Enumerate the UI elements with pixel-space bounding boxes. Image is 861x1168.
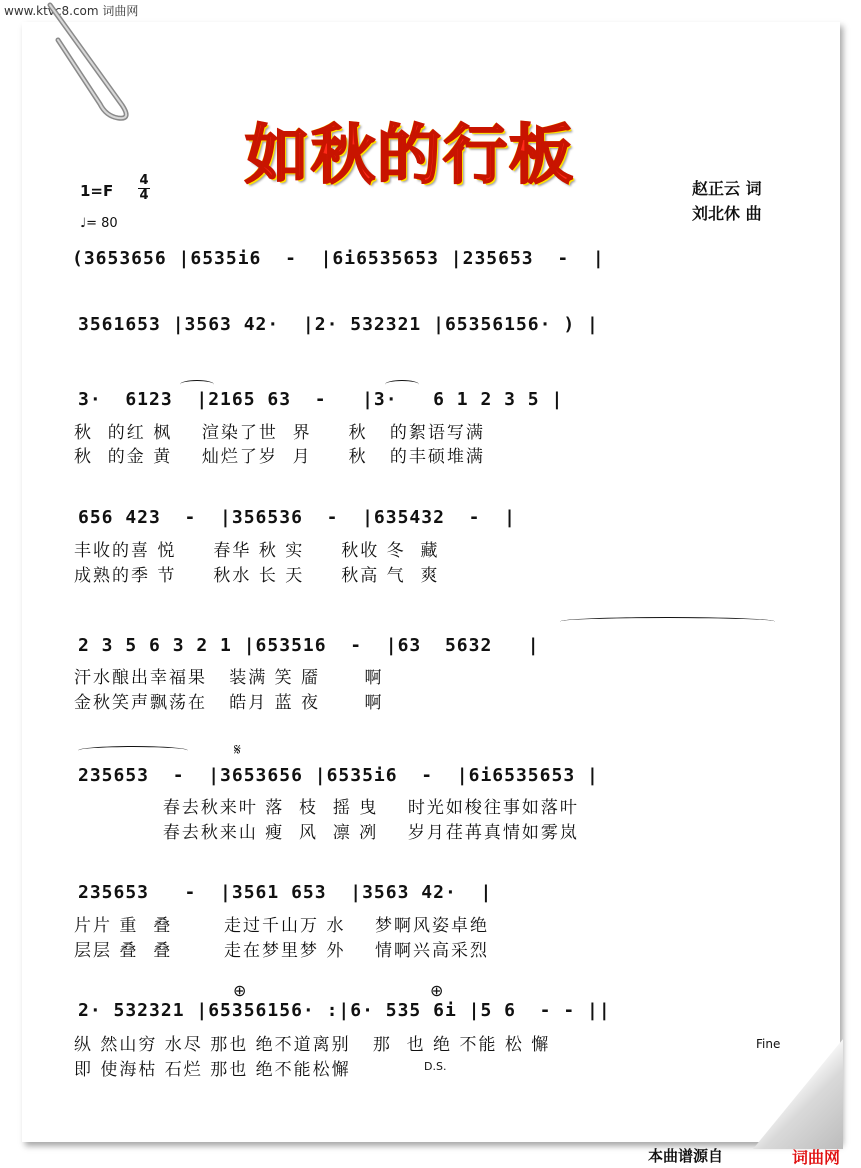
notation-row-4: 656 423 - |356536 - |635432 - |: [78, 507, 516, 528]
lyric-row-7-verse-1: 片片 重 叠 走过千山万 水 梦啊风姿卓绝: [74, 916, 490, 936]
composer-credit: 刘北休 曲: [692, 204, 762, 223]
ds-mark: D.S.: [424, 1060, 447, 1073]
lyric-row-3-verse-2: 秋 的金 黄 灿烂了岁 月 秋 的丰硕堆满: [74, 447, 485, 467]
time-sig-bottom: 4: [139, 188, 149, 203]
notation-row-1: (3653656 |6535i6 - |6i6535653 |235653 - |: [72, 248, 605, 269]
lyric-row-4-verse-2: 成熟的季 节 秋水 长 天 秋高 气 爽: [74, 566, 440, 586]
notation-row-7: 235653 - |3561 653 |3563 42· |: [78, 882, 493, 903]
lyric-row-5-verse-2: 金秋笑声飘荡在 皓月 蓝 夜 啊: [74, 693, 384, 713]
lyric-row-5-verse-1: 汗水酿出幸福果 装满 笑 靥 啊: [74, 668, 384, 688]
notation-row-6: 235653 - |3653656 |6535i6 - |6i6535653 |: [78, 765, 599, 786]
lyric-row-6-verse-1: 春去秋来叶 落 枝 摇 曳 时光如梭往事如落叶: [74, 798, 579, 818]
lyric-row-8-verse-1: 纵 然山穷 水尽 那也 绝不道离别 那 也 绝 不能 松 懈: [74, 1035, 551, 1055]
lyric-row-8-verse-2: 即 使海枯 石烂 那也 绝不能松懈: [74, 1060, 351, 1080]
notation-row-5: 2 3 5 6 3 2 1 |653516 - |63 5632 |: [78, 635, 540, 656]
lyric-row-3-verse-1: 秋 的红 枫 渲染了世 界 秋 的絮语写满: [74, 423, 485, 443]
key-signature: 1=F: [80, 182, 114, 200]
notation-row-2: 3561653 |3563 42· |2· 532321 |65356156· ) |: [78, 314, 599, 335]
coda-sign-2: ⊕: [430, 981, 444, 1000]
notation-row-3: 3· 6123 |2165 63 - |3· 6 1 2 3 5 |: [78, 389, 564, 410]
tempo-mark: ♩= 80: [80, 216, 118, 231]
lyric-row-4-verse-1: 丰收的喜 悦 春华 秋 实 秋收 冬 藏: [74, 541, 440, 561]
time-sig-top: 4: [139, 173, 149, 188]
lyric-row-7-verse-2: 层层 叠 叠 走在梦里梦 外 情啊兴高采烈: [74, 941, 490, 961]
lyric-row-6-verse-2: 春去秋来山 瘦 风 凛 冽 岁月荏苒真情如雾岚: [74, 823, 579, 843]
coda-sign-1: ⊕: [233, 981, 247, 1000]
tie-arc: [560, 617, 775, 626]
slur-arc: [180, 380, 214, 389]
segno-sign: 𝄋: [234, 740, 241, 759]
fine-mark: Fine: [756, 1037, 781, 1051]
song-title: 如秋的行板: [245, 119, 575, 193]
notation-row-8: 2· 532321 |65356156· :|6· 535 6i |5 6 - - ||: [78, 1000, 611, 1021]
time-signature: [138, 174, 150, 203]
site-watermark: www.ktvc8.com 词曲网: [4, 4, 139, 18]
tie-arc: [78, 746, 188, 755]
slur-arc: [385, 380, 419, 389]
source-label: 本曲谱源自: [648, 1147, 724, 1165]
paperclip-icon: [40, 0, 140, 125]
lyricist-credit: 赵正云 词: [692, 179, 762, 198]
source-brand-link[interactable]: 词曲网: [792, 1148, 841, 1167]
